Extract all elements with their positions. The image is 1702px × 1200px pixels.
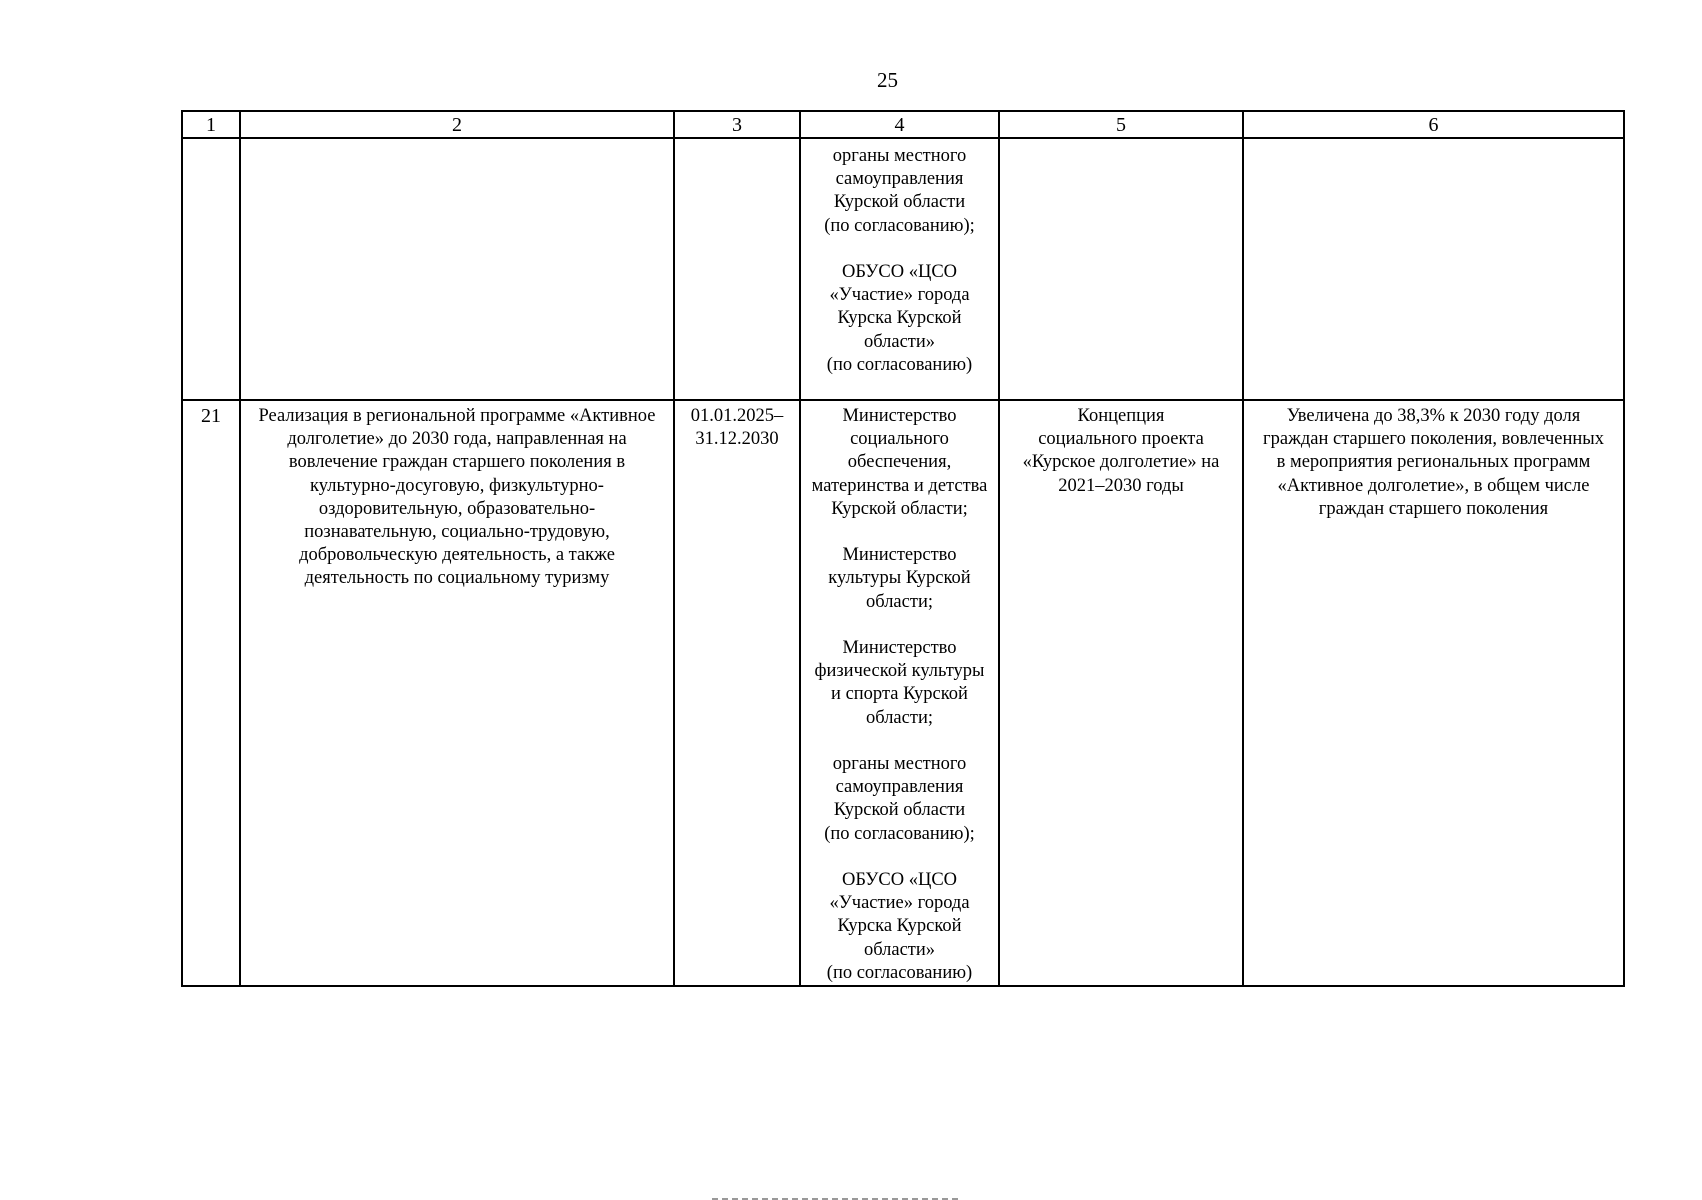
text-line: «Участие» города	[829, 893, 970, 914]
responsible-block	[802, 261, 997, 377]
text-line: граждан старшего поколения	[1318, 498, 1549, 519]
page-number: 25	[877, 68, 898, 92]
responsible-block	[802, 637, 997, 730]
column-number-2: 2	[240, 111, 674, 138]
text-line: «Активное долголетие», в общем числе	[1277, 475, 1590, 496]
text-line: добровольческую деятельность, а также	[299, 545, 615, 566]
period-end: 31.12.2030	[695, 429, 779, 450]
text-line: области»	[863, 939, 936, 960]
column-number-6: 6	[1243, 111, 1624, 138]
column-number-4: 4	[800, 111, 999, 138]
table-row-21	[182, 400, 1624, 986]
text-line: Курской области	[833, 800, 966, 821]
responsible-cell	[800, 400, 999, 986]
text-line: Курска Курской	[837, 308, 962, 329]
continuation-result-cell	[1243, 138, 1624, 400]
continuation-document-cell	[999, 138, 1243, 400]
description-cell	[240, 400, 674, 986]
text-line: «Участие» города	[829, 285, 970, 306]
continuation-period-cell	[674, 138, 800, 400]
column-number-5: 5	[999, 111, 1243, 138]
period-start: 01.01.2025–	[690, 406, 784, 426]
text-line: долголетие» до 2030 года, направленная на	[287, 429, 627, 450]
text-line: Министерство	[842, 638, 957, 658]
text-line: области;	[866, 591, 933, 612]
responsible-block	[802, 869, 997, 985]
document-cell	[999, 400, 1243, 986]
text-line: (по согласованию);	[824, 823, 975, 844]
text-line: вовлечение граждан старшего поколения в	[288, 452, 626, 473]
text-line: деятельность по социальному туризму	[304, 568, 610, 589]
responsible-block	[802, 145, 997, 238]
text-line: (по согласованию)	[826, 962, 973, 983]
text-line: обеспечения,	[847, 452, 952, 473]
text-line: области;	[866, 707, 933, 728]
continuation-number-cell	[182, 138, 240, 400]
text-line: физической культуры	[814, 661, 985, 682]
column-number-3: 3	[674, 111, 800, 138]
text-line: Концепция	[1077, 406, 1165, 426]
text-line: Министерство	[842, 406, 957, 426]
continuation-description-cell	[240, 138, 674, 400]
text-line: граждан старшего поколения, вовлеченных	[1263, 429, 1604, 450]
row-number-cell: 21	[182, 400, 240, 986]
responsible-block	[802, 753, 997, 846]
column-number-row	[182, 111, 1624, 138]
text-line: и спорта Курской	[831, 684, 968, 705]
text-line: Увеличена до 38,3% к 2030 году доля	[1286, 406, 1581, 426]
period-cell	[674, 400, 800, 986]
measures-table	[181, 110, 1625, 987]
column-number-1: 1	[182, 111, 240, 138]
text-line: оздоровительную, образовательно-	[318, 498, 596, 519]
text-line: ОБУСО «ЦСО	[841, 870, 958, 890]
text-line: Курска Курской	[837, 916, 962, 937]
text-line: (по согласованию);	[824, 215, 975, 236]
responsible-block	[802, 544, 997, 614]
text-line: самоуправления	[835, 777, 964, 798]
text-line: культуры Курской	[828, 568, 971, 589]
text-line: ОБУСО «ЦСО	[841, 262, 958, 282]
text-line: Курской области;	[831, 498, 968, 519]
result-cell	[1243, 400, 1624, 986]
text-line: в мероприятия региональных программ	[1276, 452, 1591, 473]
text-line: материнства и детства	[811, 475, 988, 496]
text-line: Реализация в региональной программе «Активное	[258, 406, 656, 426]
text-line: Курской области	[833, 192, 966, 213]
text-line: познавательную, социально-трудовую,	[304, 522, 610, 543]
text-line: культурно-досуговую, физкультурно-	[310, 475, 604, 496]
responsible-block	[802, 405, 997, 521]
text-line: «Курское долголетие» на	[1022, 452, 1220, 473]
text-line: органы местного	[832, 146, 967, 166]
text-line: самоуправления	[835, 169, 964, 190]
text-line: Министерство	[842, 545, 957, 566]
continuation-row	[182, 138, 1624, 400]
text-line: (по согласованию)	[826, 354, 973, 375]
text-line: социального проекта	[1038, 429, 1204, 450]
text-line: органы местного	[832, 754, 967, 774]
text-line: 2021–2030 годы	[1058, 475, 1184, 496]
continuation-responsible-cell	[800, 138, 999, 400]
text-line: области»	[863, 331, 936, 352]
text-line: социального	[850, 429, 949, 450]
